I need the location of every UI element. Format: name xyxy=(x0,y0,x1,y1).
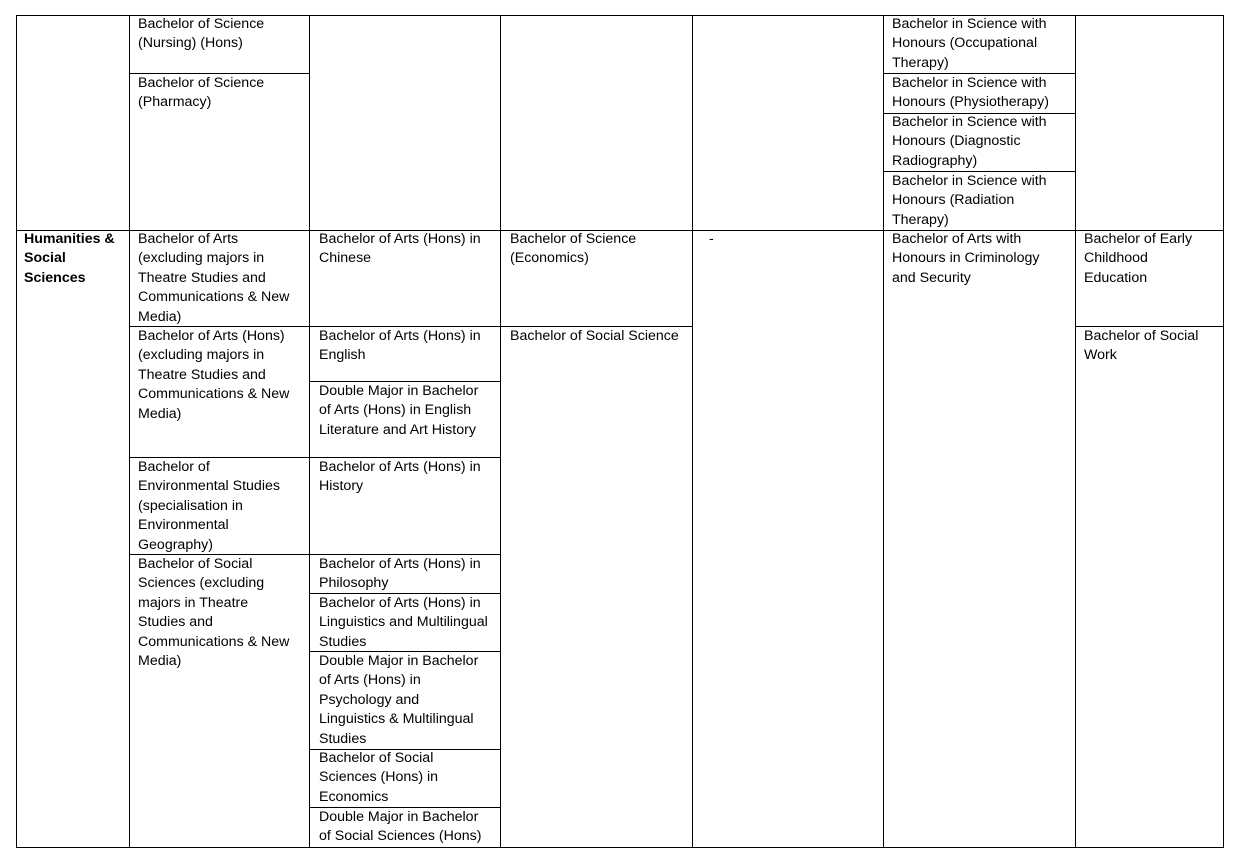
programme-cell: Bachelor of Social Sciences (excluding majors in Theatre Studies and Communications & New Media) xyxy=(138,556,290,670)
programme-cell: Bachelor in Science with Honours (Radiation Therapy) xyxy=(892,173,1047,228)
programme-cell: Bachelor of Early Childhood Education xyxy=(1084,231,1193,286)
programme-cell: Bachelor of Environmental Studies (specialisation in Environmental Geography) xyxy=(138,459,280,553)
programme-cell: Double Major in Bachelor of Arts (Hons) in English Literature and Art History xyxy=(319,383,479,438)
column-divider xyxy=(309,15,310,848)
column-divider xyxy=(129,15,130,848)
programme-cell: Bachelor in Science with Honours (Physiotherapy) xyxy=(892,75,1049,111)
column-divider xyxy=(883,15,884,848)
row-group-label: Humanities & Social Sciences xyxy=(24,231,115,286)
programme-cell: Bachelor of Arts (excluding majors in Theatre Studies and Communications & New Media) xyxy=(138,231,290,325)
programme-cell: Bachelor of Arts (Hons) in Chinese xyxy=(319,231,481,267)
programme-cell: Bachelor of Science (Economics) xyxy=(510,231,637,267)
programme-cell: Bachelor in Science with Honours (Diagnostic Radiography) xyxy=(892,114,1047,169)
programme-cell: Bachelor of Arts (Hons) in History xyxy=(319,459,481,495)
table-border-bottom xyxy=(16,847,1224,848)
programme-cell: Bachelor of Arts with Honours in Criminology and Security xyxy=(892,231,1040,286)
column-divider xyxy=(1075,15,1076,848)
programme-cell: Bachelor of Arts (Hons) in English xyxy=(319,328,481,364)
programme-cell: Bachelor of Social Work xyxy=(1084,328,1199,364)
programme-cell: Bachelor of Science (Pharmacy) xyxy=(138,75,265,111)
programme-cell: Bachelor of Arts (Hons) (excluding majors in Theatre Studies and Communications & New Media) xyxy=(138,328,290,422)
programme-cell: Bachelor of Arts (Hons) in Philosophy xyxy=(319,556,481,592)
empty-cell-dash: - xyxy=(709,231,714,247)
programme-cell: Bachelor of Science (Nursing) (Hons) xyxy=(138,16,265,52)
table-border-right xyxy=(1223,15,1224,848)
programme-cell: Bachelor of Arts (Hons) in Linguistics and Multilingual Studies xyxy=(319,595,488,650)
programme-cell: Double Major in Bachelor of Social Sciences (Hons) xyxy=(319,809,482,845)
programme-cell: Double Major in Bachelor of Arts (Hons) in Psychology and Linguistics & Multilingual Studies xyxy=(319,653,479,747)
table-border-left xyxy=(16,15,17,848)
programme-cell: Bachelor of Social Sciences (Hons) in Economics xyxy=(319,750,439,805)
programme-cell: Bachelor of Social Science xyxy=(510,328,679,344)
programme-cell: Bachelor in Science with Honours (Occupational Therapy) xyxy=(892,16,1047,71)
column-divider xyxy=(500,15,501,848)
column-divider xyxy=(692,15,693,848)
